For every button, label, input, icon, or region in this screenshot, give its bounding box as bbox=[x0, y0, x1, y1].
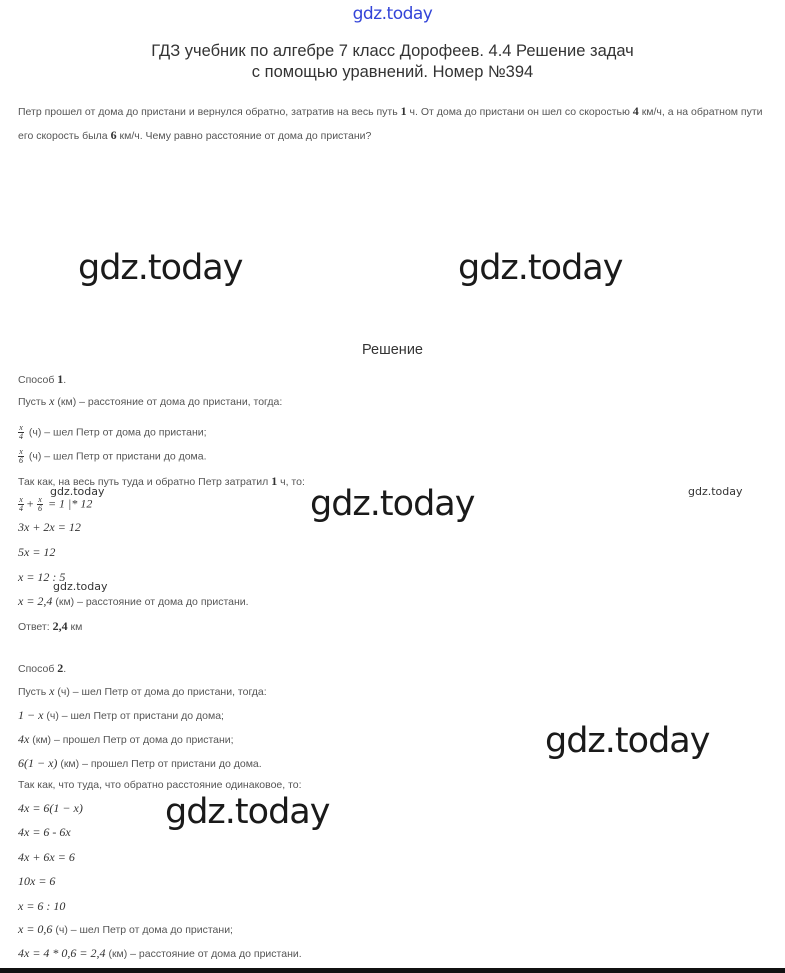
method1-equation-1: $\frac{x}{4}$ + $\frac{x}{6}$ = 1 |* 12 bbox=[19, 495, 93, 513]
method2-equation-7: 4x = 4 * 0,6 = 2,4 (км) – расстояние от дома до пристани. bbox=[18, 946, 302, 960]
method1-equation-5: x = 2,4 (км) – расстояние от дома до пристани. bbox=[18, 594, 249, 608]
problem-number-3: 6 bbox=[110, 128, 117, 142]
fraction: $\frac{x}{6}$ bbox=[19, 447, 23, 465]
watermark: gdz.today bbox=[545, 721, 710, 761]
fraction: $\frac{x}{4}$ bbox=[19, 423, 23, 441]
solution-heading: Решение bbox=[362, 342, 423, 358]
problem-text-3: км/ч, а на обратном пути его скорость была bbox=[18, 106, 763, 142]
problem-text-1: Петр прошел от дома до пристани и вернулся обратно, затратив на весь путь bbox=[18, 106, 398, 118]
method1-line-frac2: $\frac{x}{6}$ (ч) – шел Петр от пристани до дома. bbox=[19, 447, 207, 465]
page-title bbox=[0, 41, 785, 83]
problem-text-4: км/ч. Чему равно расстояние от дома до пристани? bbox=[119, 130, 372, 142]
method1-equation-4: x = 12 : 5 bbox=[18, 570, 66, 584]
method2-line-2: 1 − x (ч) – шел Петр от пристани до дома; bbox=[18, 708, 224, 722]
method2-line-4: 6(1 − x) (км) – прошел Петр от пристани до дома. bbox=[18, 756, 262, 770]
method2-equation-6: x = 0,6 (ч) – шел Петр от дома до пристани; bbox=[18, 922, 233, 936]
page-title-line2: с помощью уравнений. Номер №394 bbox=[251, 63, 534, 81]
problem-number-1: 1 bbox=[400, 104, 407, 118]
watermark-small: gdz.today bbox=[53, 580, 108, 593]
method2-equation-3: 4x + 6x = 6 bbox=[18, 850, 75, 864]
problem-statement bbox=[18, 100, 773, 148]
watermark-small: gdz.today bbox=[50, 485, 105, 498]
method2-equation-4: 10x = 6 bbox=[18, 874, 56, 888]
method1-equation-2: 3x + 2x = 12 bbox=[18, 520, 81, 534]
method2-equation-5: x = 6 : 10 bbox=[18, 899, 66, 913]
method1-line-frac1: $\frac{x}{4}$ (ч) – шел Петр от дома до пристани; bbox=[19, 423, 207, 441]
watermark: gdz.today bbox=[458, 248, 623, 288]
problem-number-2: 4 bbox=[632, 104, 639, 118]
site-logo[interactable]: gdz.today bbox=[352, 4, 433, 24]
method2-equation-2: 4x = 6 - 6x bbox=[18, 825, 71, 839]
watermark-small: gdz.today bbox=[688, 485, 743, 498]
problem-text-2: ч. От дома до пристани он шел со скоростью bbox=[409, 106, 630, 118]
method2-intro: Пусть x (ч) – шел Петр от дома до пристани, тогда: bbox=[18, 684, 267, 698]
method2-line-3: 4x (км) – прошел Петр от дома до пристани; bbox=[18, 732, 234, 746]
method1-answer: Ответ: 2,4 км bbox=[18, 619, 83, 633]
method2-since: Так как, что туда, что обратно расстояние одинаковое, то: bbox=[18, 779, 302, 791]
method2-label: Способ 2. bbox=[18, 661, 67, 675]
method1-intro: Пусть x (км) – расстояние от дома до пристани, тогда: bbox=[18, 394, 283, 408]
method1-since: Так как, на весь путь туда и обратно Петр затратил 1 ч, то: bbox=[18, 474, 305, 488]
method2-equation-1: 4x = 6(1 − x) bbox=[18, 801, 83, 815]
bottom-bar bbox=[0, 968, 785, 973]
page-title-line1: ГДЗ учебник по алгебре 7 класс Дорофеев. 4.4 Решение задач bbox=[151, 42, 634, 60]
watermark: gdz.today bbox=[165, 792, 330, 832]
watermark: gdz.today bbox=[310, 484, 475, 524]
method1-label: Способ 1. bbox=[18, 372, 67, 386]
method1-equation-3: 5x = 12 bbox=[18, 545, 56, 559]
watermark: gdz.today bbox=[78, 248, 243, 288]
